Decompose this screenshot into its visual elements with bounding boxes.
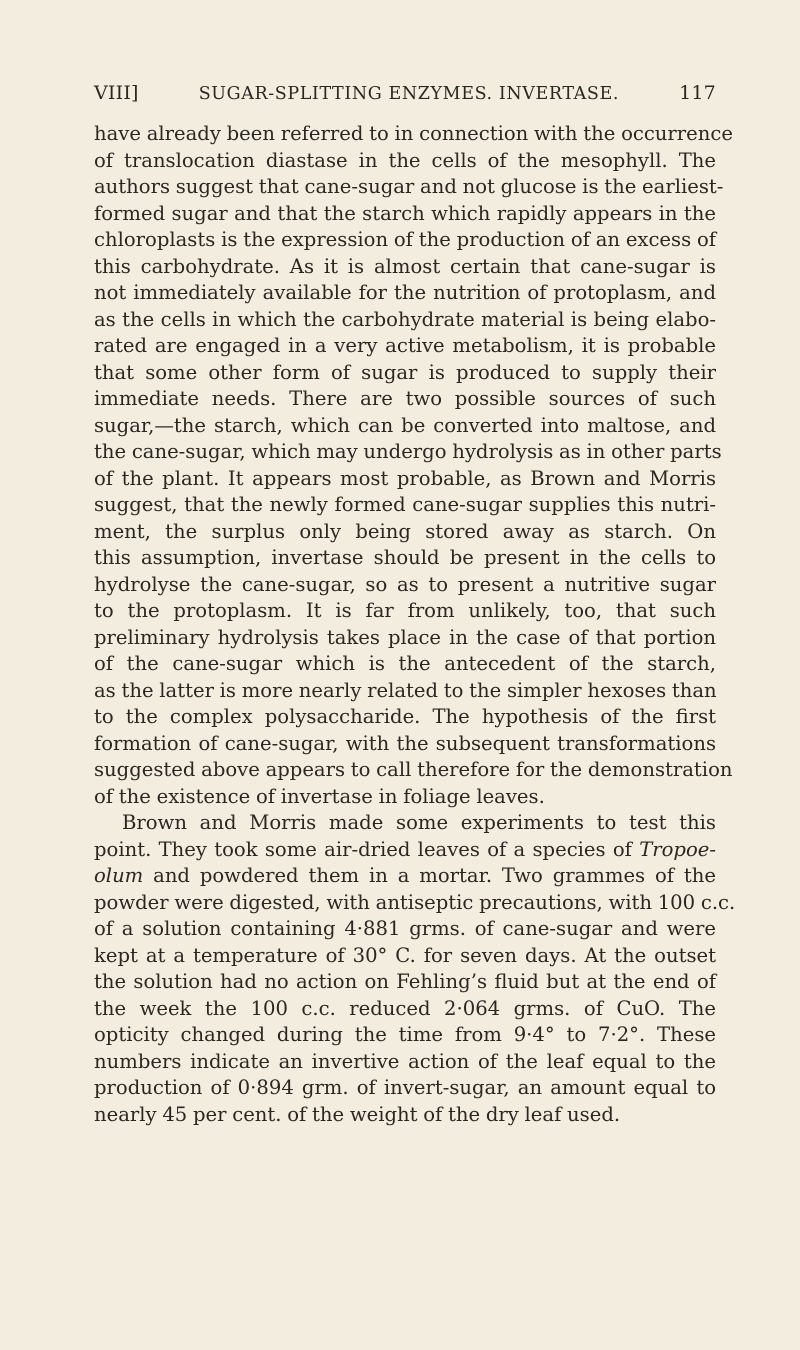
text-line: the cane-sugar, which may undergo hydrolysis as in other parts: [94, 440, 722, 463]
text-line: hydrolyse the cane-sugar, so as to present a nutritive sugar: [94, 572, 716, 596]
text-line: of a solution containing 4·881 grms. of cane-sugar and were: [94, 917, 716, 940]
text-line: kept at a temperature of 30° C. for seven days. At the outset: [94, 943, 716, 967]
text-line: to the complex polysaccharide. The hypothesis of the first: [94, 705, 716, 728]
running-head: [94, 82, 716, 110]
text-line: this carbohydrate. As it is almost certain that cane-sugar is: [94, 254, 716, 278]
text-line: of the cane-sugar which is the antecedent of the starch,: [94, 652, 716, 675]
text-line: not immediately available for the nutrition of protoplasm, and: [94, 281, 716, 304]
text-line: to the protoplasm. It is far from unlikely, too, that such: [94, 599, 716, 622]
text-line: rated are engaged in a very active metabolism, it is probable: [94, 334, 716, 357]
paragraph-2: [94, 810, 736, 1128]
text-line-with-italic: [94, 837, 716, 864]
text-line: of translocation diastase in the cells of the mesophyll. The: [94, 148, 716, 172]
text-line: the solution had no action on Fehling’s fluid but at the end of: [94, 970, 716, 993]
species-name-italic: olum: [94, 864, 144, 887]
text-line: sugar,—the starch, which can be converted into maltose, and: [94, 413, 716, 437]
species-name-italic: Tropoe-: [639, 837, 716, 861]
text-line: preliminary hydrolysis takes place in the case of that portion: [94, 625, 716, 649]
text-line: authors suggest that cane-sugar and not glucose is the earliest-: [94, 175, 724, 198]
text-line: formed sugar and that the starch which rapidly appears in the: [94, 201, 716, 225]
text-line: the week the 100 c.c. reduced 2·064 grms. of CuO. The: [94, 996, 716, 1020]
text-line: this assumption, invertase should be present in the cells to: [94, 546, 716, 569]
chapter-number: VIII]: [94, 82, 139, 104]
text-line: immediate needs. There are two possible sources of such: [94, 387, 716, 410]
text-segment: point. They took some air-dried leaves of a species of: [94, 837, 640, 861]
text-line: opticity changed during the time from 9·4° to 7·2°. These: [94, 1023, 716, 1046]
text-line: suggested above appears to call therefore for the demonstration: [94, 758, 733, 781]
text-line-with-italic: [94, 863, 716, 890]
text-line: have already been referred to in connection with the occurrence: [94, 122, 733, 145]
text-line: of the existence of invertase in foliage leaves.: [94, 784, 545, 808]
text-line: chloroplasts is the expression of the production of an excess of: [94, 228, 716, 251]
text-line: numbers indicate an invertive action of the leaf equal to the: [94, 1049, 716, 1073]
text-line: formation of cane-sugar, with the subsequent transformations: [94, 731, 716, 755]
text-line: powder were digested, with antiseptic precautions, with 100 c.c.: [94, 890, 736, 914]
text-line: nearly 45 per cent. of the weight of the dry leaf used.: [94, 1102, 621, 1126]
text-line: that some other form of sugar is produced to supply their: [94, 360, 716, 384]
body-text: [94, 121, 736, 1128]
paragraph-1: [94, 121, 733, 810]
text-line: of the plant. It appears most probable, as Brown and Morris: [94, 466, 716, 490]
text-segment: and powdered them in a mortar. Two grammes of the: [143, 864, 716, 887]
text-line: production of 0·894 grm. of invert-sugar, an amount equal to: [94, 1076, 716, 1099]
text-line: suggest, that the newly formed cane-sugar supplies this nutri-: [94, 493, 716, 516]
page-number: 117: [679, 82, 716, 104]
running-title: SUGAR-SPLITTING ENZYMES. INVERTASE.: [198, 84, 620, 104]
text-line: as the latter is more nearly related to the simpler hexoses than: [94, 678, 717, 702]
text-line: Brown and Morris made some experiments to test this: [122, 811, 716, 834]
text-line: as the cells in which the carbohydrate material is being elabo-: [94, 307, 716, 331]
text-line: ment, the surplus only being stored away as starch. On: [94, 519, 716, 543]
